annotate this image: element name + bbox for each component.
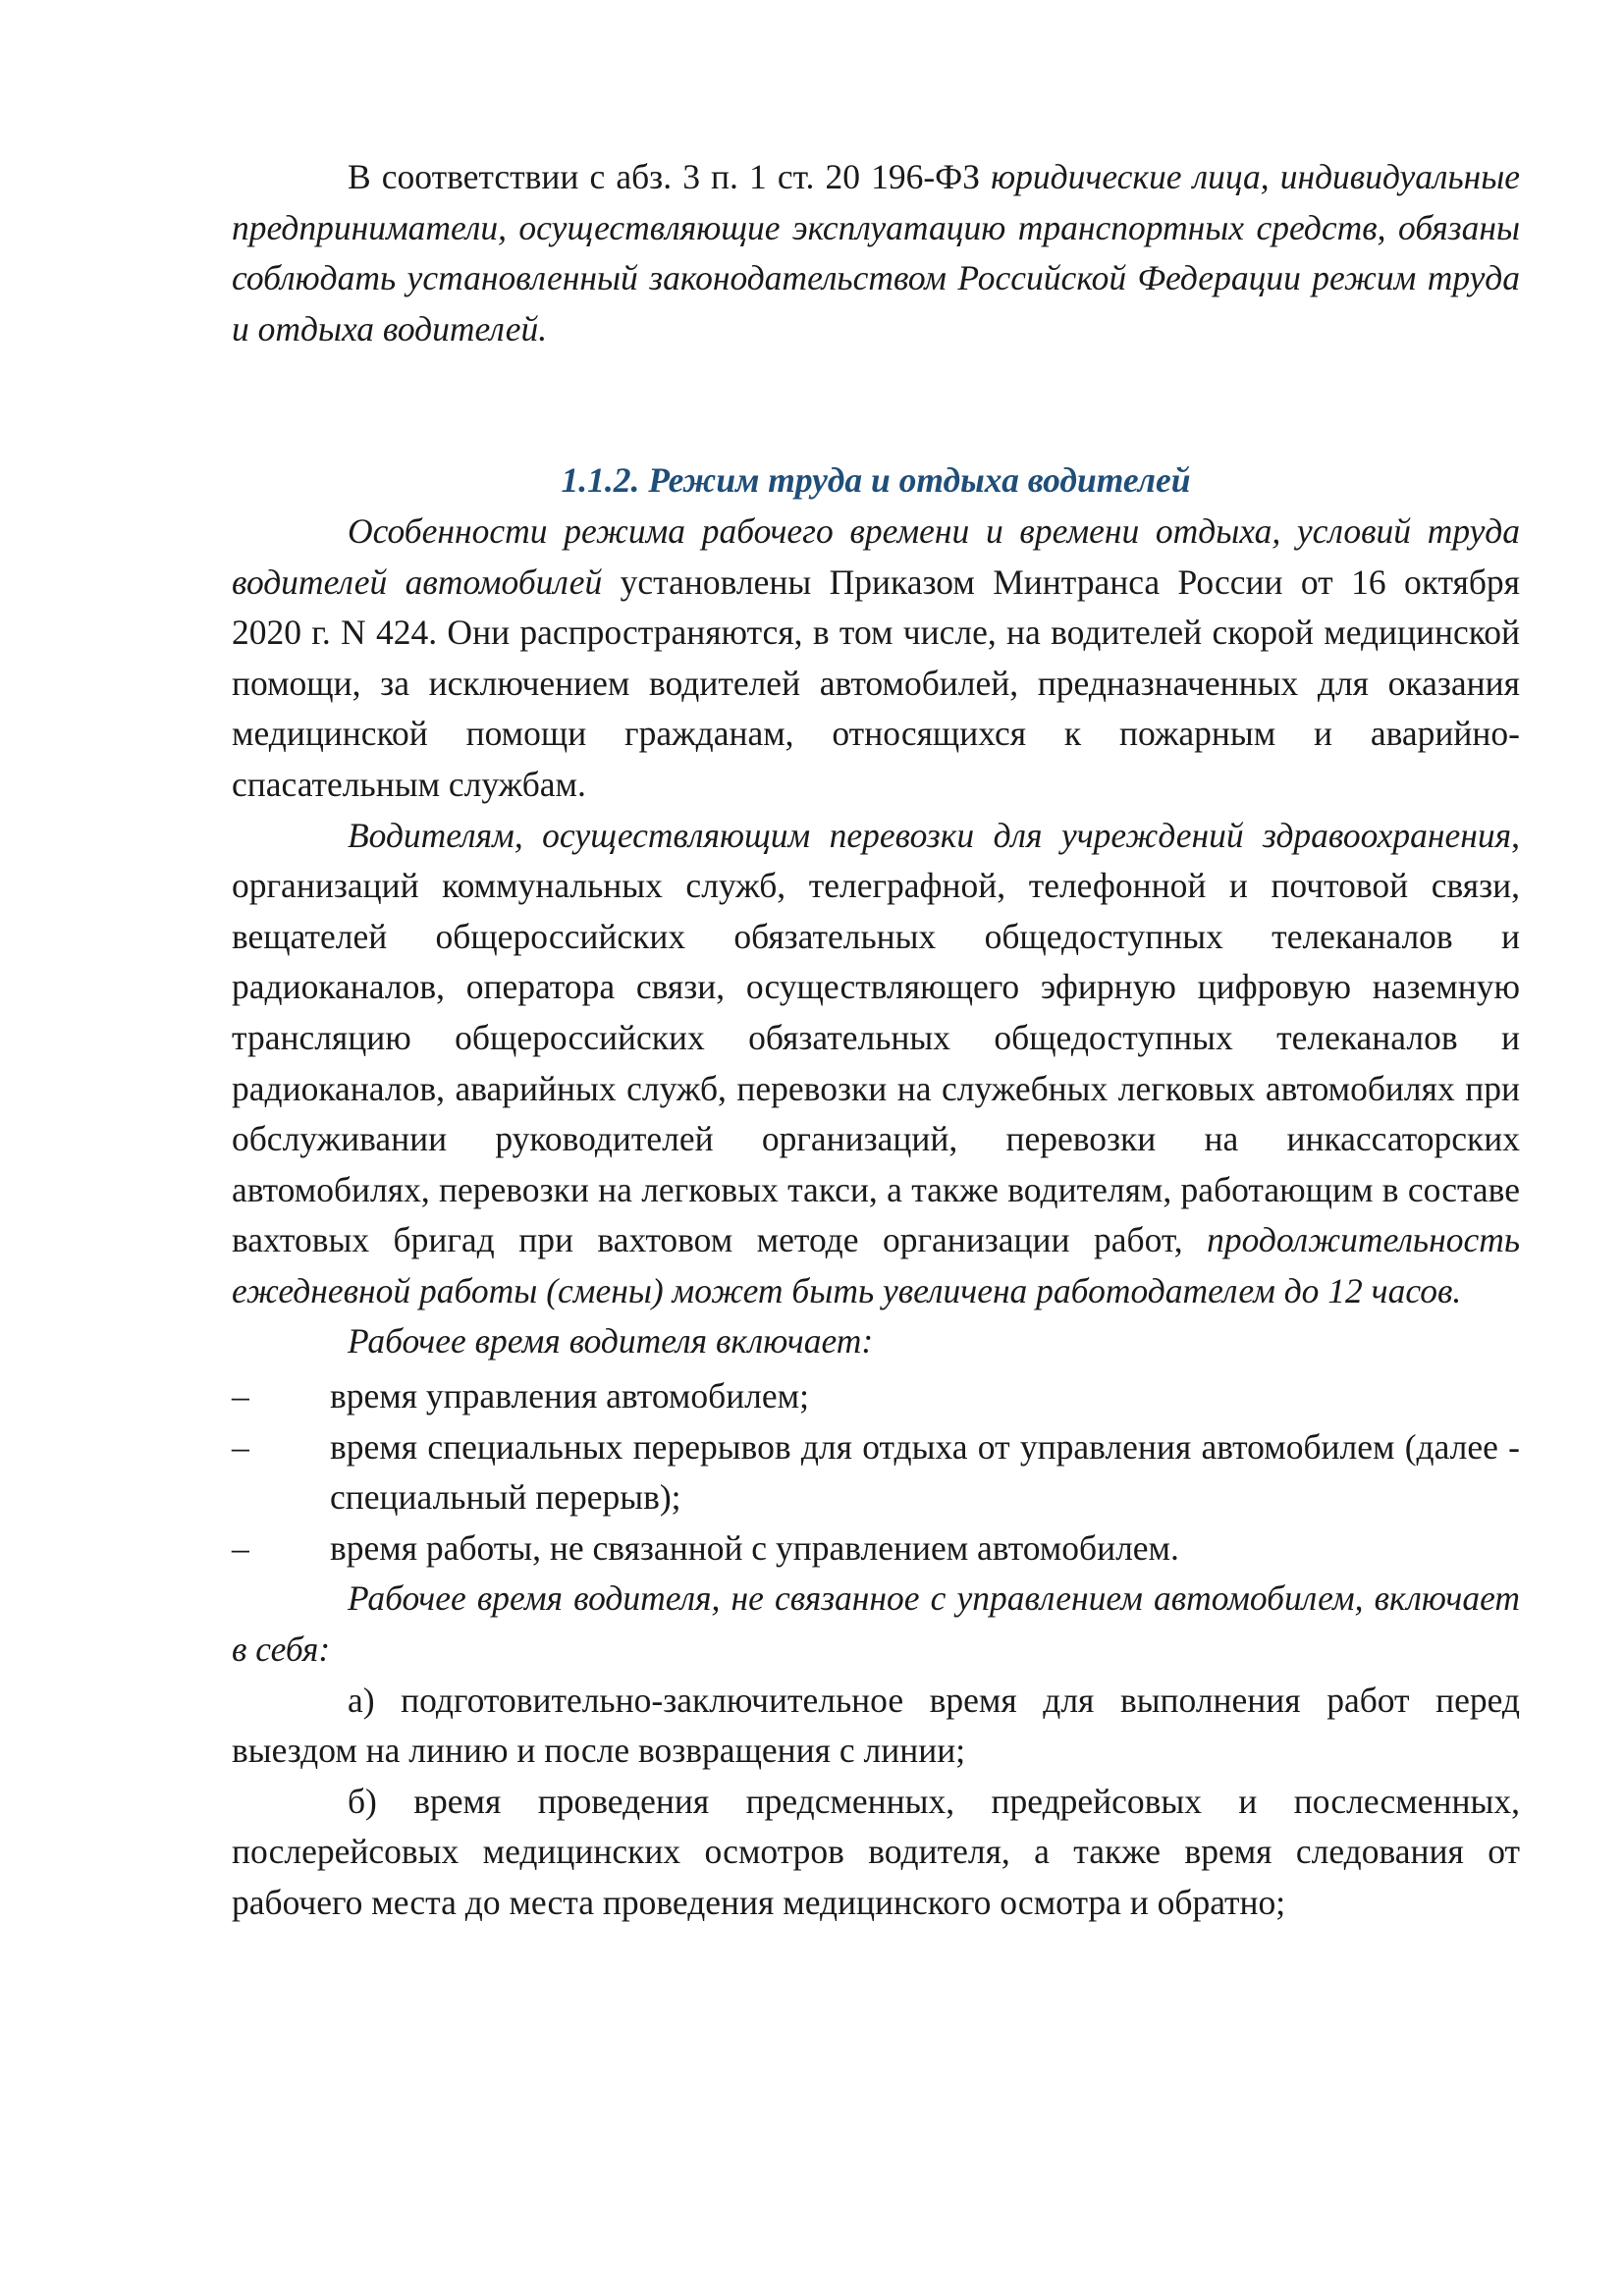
paragraph-order-424-plain: установлены Приказом Минтранса России от 16 октября 2020 г. N 424. Они распространяются, в том числе, на водителей скорой медицинской помощи, за исключением водителей автомобилей, предназначенных для оказания медицинской помощи гражданам, относящихся к пожарным и аварийно-спасательным службам. <box>232 561 1520 804</box>
list-item <box>232 1523 1520 1575</box>
section-heading: 1.1.2. Режим труда и отдыха водителей <box>561 460 1191 501</box>
list-item <box>232 1422 1520 1523</box>
list-item <box>232 1371 1520 1422</box>
paragraph-12-hours-italic-start: Водителям, осуществляющим перевозки для учреждений здравоохранения <box>348 815 1512 855</box>
paragraph-working-time-intro: Рабочее время водителя включает: <box>348 1321 874 1362</box>
list-dash: – <box>232 1376 249 1416</box>
paragraph-law-reference <box>232 152 1520 354</box>
list-item-text: время управления автомобилем; <box>330 1376 809 1416</box>
section-gap <box>232 354 1520 455</box>
paragraph-law-reference-plain: В соответствии с абз. 3 п. 1 ст. 20 196-ФЗ <box>348 157 992 196</box>
paragraph-non-driving-intro: Рабочее время водителя, не связанное с управлением автомобилем, включает в себя: <box>232 1578 1520 1670</box>
paragraph-order-424-italic: Особенности режима рабочего времени и времени отдыха, условий труда водителей автомобилей <box>232 510 1520 602</box>
working-time-list <box>232 1371 1520 1574</box>
paragraph-12-hours-italic-end: продолжительность ежедневной работы (смены) может быть увеличена работодателем до 12 часов. <box>232 1220 1520 1310</box>
paragraph-item-a: а) подготовительно-заключительное время для выполнения работ перед выездом на линию и после возвращения с линии; <box>232 1680 1520 1771</box>
list-dash: – <box>232 1426 249 1467</box>
list-item-text: время работы, не связанной с управлением автомобилем. <box>330 1527 1179 1568</box>
paragraph-12-hours <box>232 811 1520 1317</box>
paragraph-law-reference-italic: юридические лица, индивидуальные предприниматели, осуществляющие эксплуатацию транспортных средств, обязаны соблюдать установленный законодательством Российской Федерации режим труда и отдыха водителей. <box>232 157 1521 348</box>
list-dash: – <box>232 1527 249 1568</box>
paragraph-12-hours-plain: , организаций коммунальных служб, телеграфной, телефонной и почтовой связи, вещателей общероссийских обязательных общедоступных телеканалов и радиоканалов, оператора связи, осуществляющего эфирную цифровую наземную трансляцию общероссийских обязательных общедоступных телеканалов и радиоканалов, аварийных служб, перевозки на служебных легковых автомобилях при обслуживании руководителей организаций, перевозки на инкассаторских автомобилях, перевозки на легковых такси, а также водителям, работающим в составе вахтовых бригад при вахтовом методе организации работ, <box>232 815 1520 1260</box>
paragraph-item-b: б) время проведения предсменных, предрейсовых и послесменных, послерейсовых медицинских осмотров водителя, а также время следования от рабочего места до места проведения медицинского осмотра и обратно; <box>232 1781 1520 1922</box>
list-item-text: время специальных перерывов для отдыха от управления автомобилем (далее - специальный перерыв); <box>330 1426 1520 1518</box>
paragraph-order-424 <box>232 507 1520 811</box>
